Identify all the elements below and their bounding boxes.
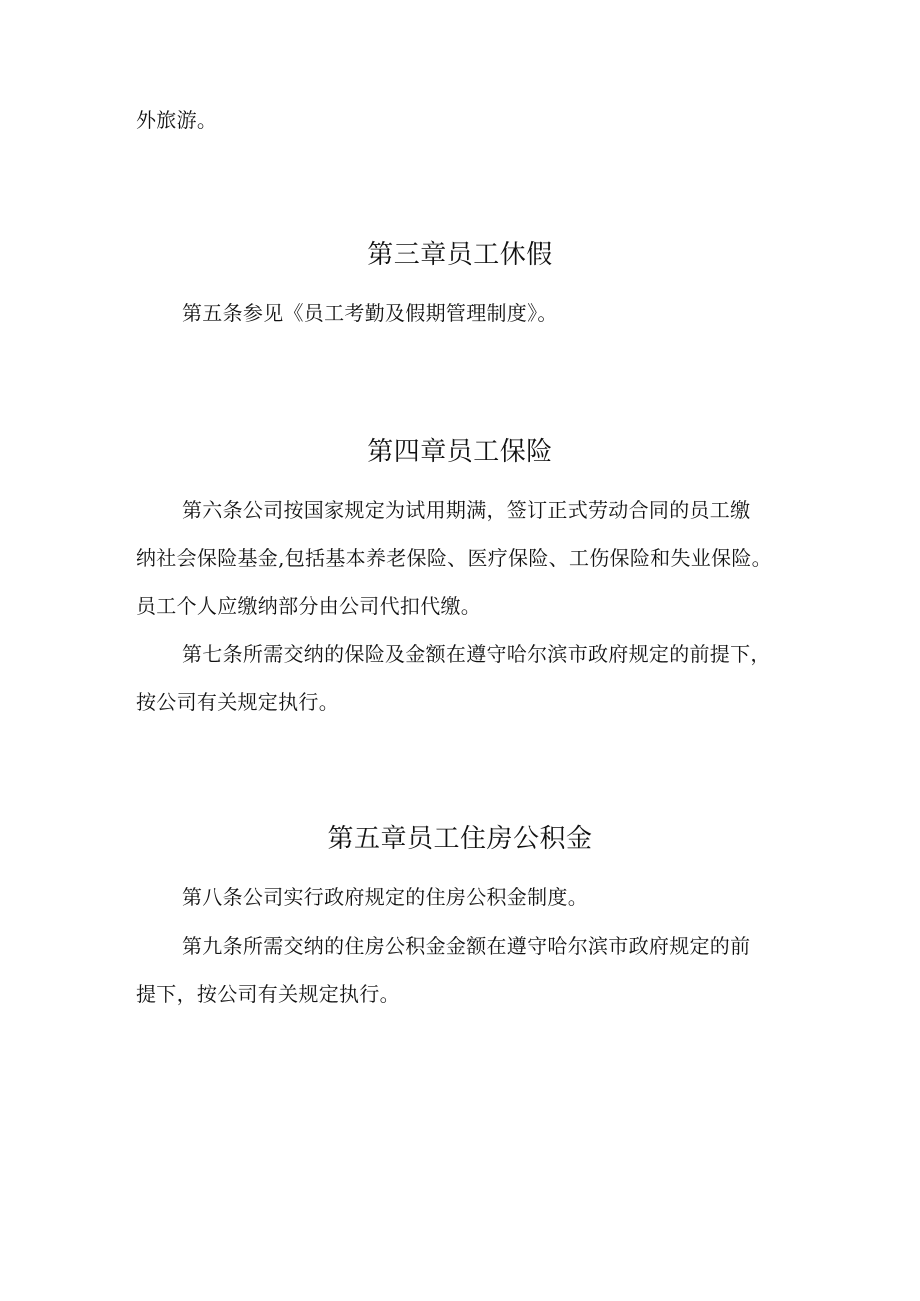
continuation-text: 外旅游。 xyxy=(136,108,218,132)
article-6-line-3: 员工个人应缴纳部分由公司代扣代缴。 xyxy=(136,594,482,618)
article-7-line-1: 第七条所需交纳的保险及金额在遵守哈尔滨市政府规定的前提下， xyxy=(182,642,771,666)
article-9-line-2: 提下，按公司有关规定执行。 xyxy=(136,982,400,1006)
chapter-4-heading: 第四章员工保险 xyxy=(367,437,553,467)
article-6-line-1: 第六条公司按国家规定为试用期满，签订正式劳动合同的员工缴 xyxy=(182,498,751,522)
chapter-3-heading: 第三章员工休假 xyxy=(367,240,553,270)
article-6-line-2: 纳社会保险基金,包括基本养老保险、医疗保险、工伤保险和失业保险。 xyxy=(136,546,772,570)
article-9-line-1: 第九条所需交纳的住房公积金金额在遵守哈尔滨市政府规定的前 xyxy=(182,934,751,958)
article-8-text: 第八条公司实行政府规定的住房公积金制度。 xyxy=(182,885,588,909)
article-7-line-2: 按公司有关规定执行。 xyxy=(136,690,339,714)
chapter-5-heading: 第五章员工住房公积金 xyxy=(327,824,593,854)
article-5-text: 第五条参见《员工考勤及假期管理制度》。 xyxy=(182,301,558,325)
